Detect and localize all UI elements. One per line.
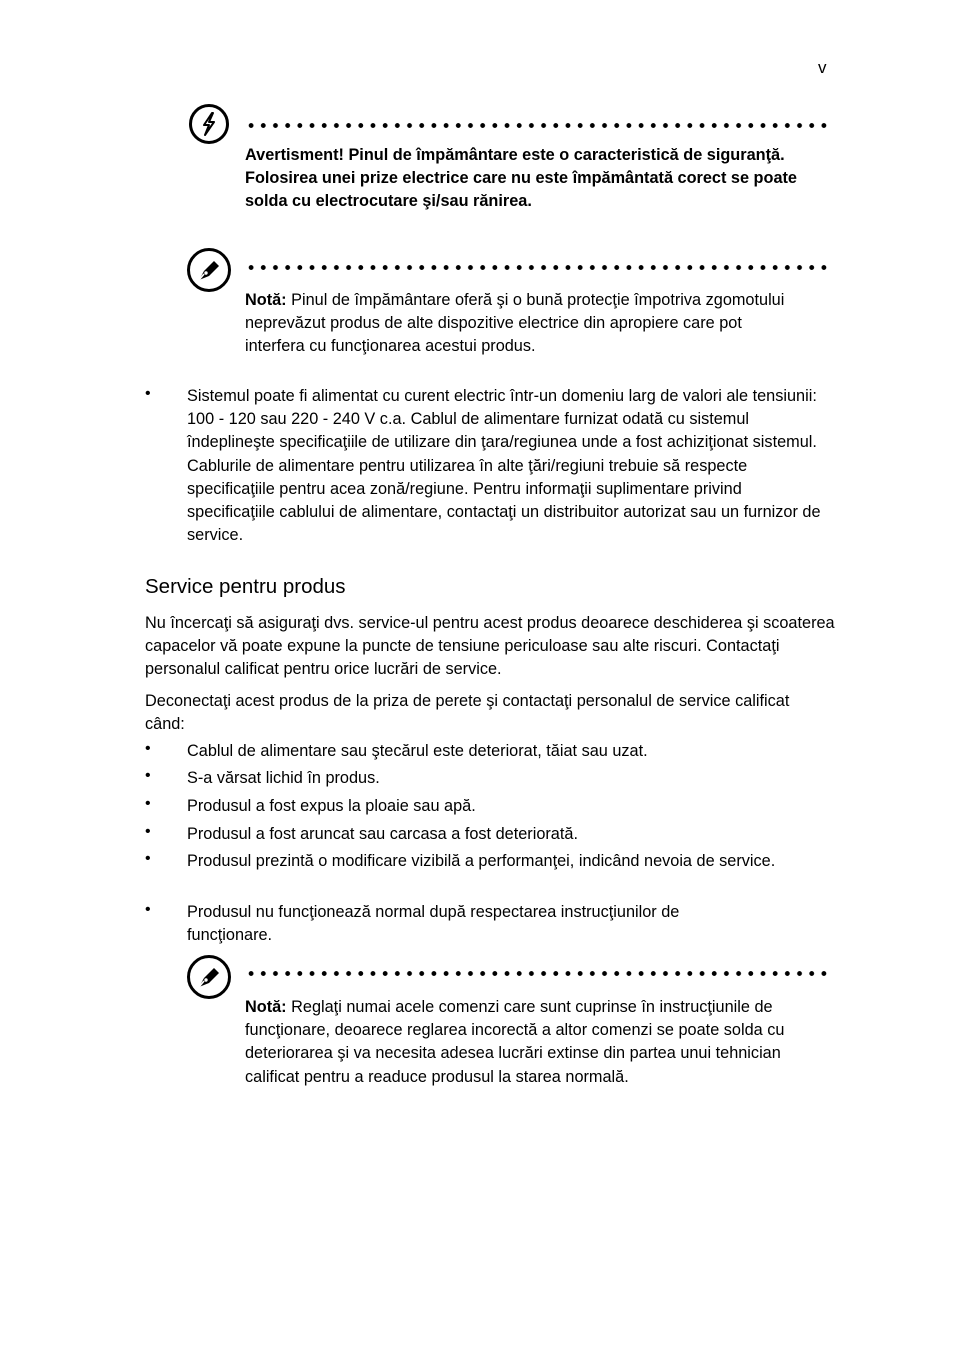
dotted-separator xyxy=(245,123,833,128)
dotted-separator xyxy=(245,971,833,976)
list-item: Produsul a fost aruncat sau carcasa a fost deteriorată. xyxy=(187,825,578,843)
list-item: Produsul prezintă o modificare vizibilă a performanţei, indicând nevoia de service. xyxy=(187,852,776,870)
page-number: v xyxy=(818,58,827,77)
list-item: S-a vărsat lichid în produs. xyxy=(187,769,380,787)
bullet-marker: • xyxy=(145,767,151,784)
note-text: Reglaţi numai acele comenzi care sunt cuprinse în instrucţiunile de funcţionare, deoarece reglarea incorectă a altor comenzi se poate solda cu deteriorarea şi va necesita adesea lucrări extinse din partea unui tehnician calificat pentru a readuce produsul la starea normală. xyxy=(245,998,785,1086)
warning-text: Avertisment! Pinul de împământare este o caracteristică de siguranţă. Folosirea unei prize electrice care nu este împământată corect se poate solda cu electrocutare şi/sau rănirea. xyxy=(245,146,797,211)
note-1 xyxy=(245,289,785,359)
bullet-marker: • xyxy=(145,385,151,402)
pen-note-icon xyxy=(187,248,231,292)
note-text: Pinul de împământare oferă şi o bună protecţie împotriva zgomotului neprevăzut produs de alte dispozitive electrice din apropiere care pot interfera cu funcţionarea acestui produs. xyxy=(245,291,785,356)
list-item: Cablul de alimentare sau ştecărul este deteriorat, tăiat sau uzat. xyxy=(187,742,648,760)
bullet-marker: • xyxy=(145,823,151,840)
list-item: Produsul a fost expus la ploaie sau apă. xyxy=(187,797,476,815)
bullet-marker: • xyxy=(145,740,151,757)
note-2 xyxy=(245,996,815,1089)
bullet-marker: • xyxy=(145,901,151,918)
section-heading: Service pentru produs xyxy=(145,575,346,598)
pen-note-icon xyxy=(187,955,231,999)
note-label: Notă: xyxy=(245,998,287,1016)
bullet-marker: • xyxy=(145,850,151,867)
dotted-separator xyxy=(245,265,833,270)
service-paragraph-2: Deconectaţi acest produs de la priza de perete şi contactaţi personalul de service calificat când: xyxy=(145,692,790,734)
note-label: Notă: xyxy=(245,291,287,309)
power-bullet-text: Sistemul poate fi alimentat cu curent electric într-un domeniu larg de valori ale tensiunii: 100 - 120 sau 220 - 240 V c.a. Cablul de alimentare furnizat odată cu sistemul îndeplineşte specificaţiile de utilizare din ţara/regiunea unde a fost achiziţionat sistemul. Cablurile de alimentare pentru utilizarea în alte ţări/regiuni trebuie să respecte specificaţiile pentru acea zonă/regiune. Pentru informaţii suplimentare privind specificaţiile cablului de alimentare, contactaţi un distribuitor autorizat sau un furnizor de service. xyxy=(187,387,821,545)
service-paragraph-1: Nu încercaţi să asiguraţi dvs. service-ul pentru acest produs deoarece deschiderea şi scoaterea capacelor vă poate expune la puncte de tensiune periculoase sau alte riscuri. Contactaţi personalul calificat pentru orice lucrări de service. xyxy=(145,614,835,679)
list-item: Produsul nu funcţionează normal după respectarea instrucţiunilor de funcţionare. xyxy=(187,903,680,945)
bullet-marker: • xyxy=(145,795,151,812)
lightning-warning-icon xyxy=(189,104,229,144)
